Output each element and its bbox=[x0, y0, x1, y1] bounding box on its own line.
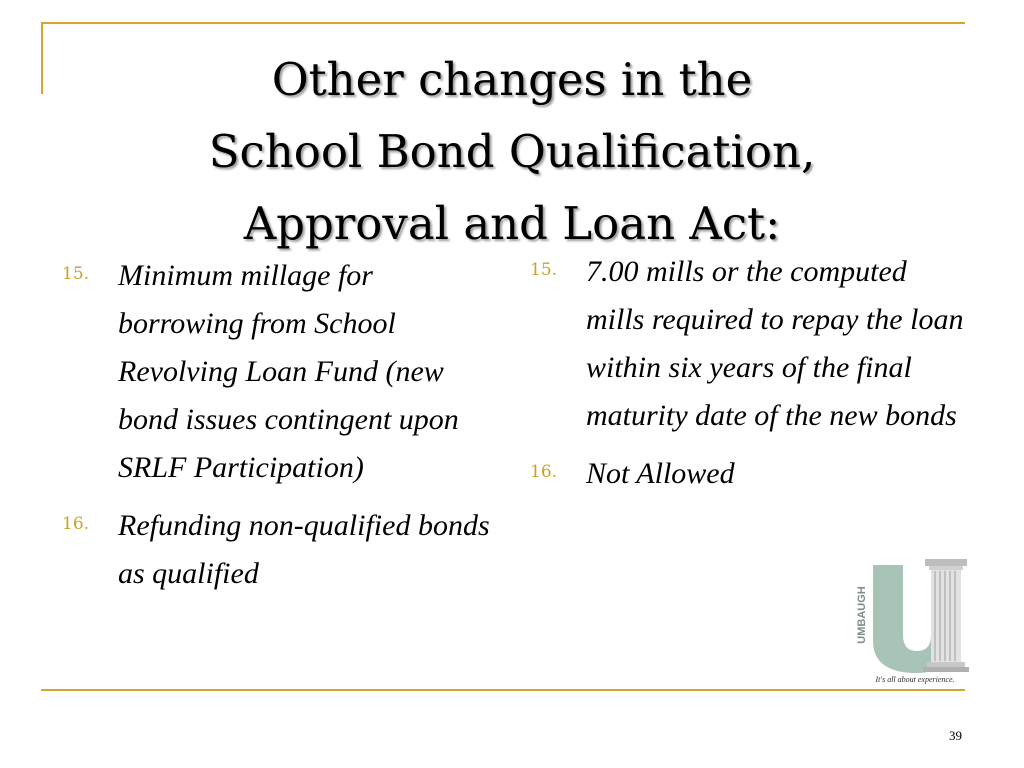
item-text: Refunding non-qualified bonds as qualified bbox=[118, 509, 490, 590]
logo-tagline: It's all about experience. bbox=[875, 675, 955, 684]
title-line-3: Approval and Loan Act: bbox=[243, 197, 781, 250]
frame-bottom-line bbox=[41, 689, 965, 691]
logo-graphic bbox=[855, 555, 975, 685]
page-number: 39 bbox=[949, 728, 962, 743]
list-item bbox=[530, 450, 970, 498]
list-item bbox=[530, 248, 970, 440]
frame-left-line bbox=[41, 22, 43, 94]
frame-top-line bbox=[41, 22, 965, 24]
left-column-list bbox=[62, 252, 502, 608]
title-line-2: School Bond Qualification, bbox=[208, 125, 816, 178]
item-text: Minimum millage for borrowing from School Revolving Loan Fund (new bond issues contingent upon SRLF Participation) bbox=[118, 259, 459, 484]
item-number: 15. bbox=[530, 260, 558, 280]
list-item bbox=[62, 252, 502, 492]
right-column-list bbox=[530, 248, 970, 508]
item-number: 16. bbox=[62, 514, 90, 534]
item-text: 7.00 mills or the computed mills required to repay the loan within six years of the final maturity date of the new bonds bbox=[586, 255, 964, 432]
item-number: 15. bbox=[62, 264, 90, 284]
item-number: 16. bbox=[530, 462, 558, 482]
title-line-1: Other changes in the bbox=[271, 53, 753, 106]
list-item bbox=[62, 502, 502, 598]
slide-title bbox=[60, 44, 964, 260]
logo-brand-text: UMBAUGH bbox=[856, 586, 868, 644]
umbaugh-logo bbox=[855, 555, 975, 685]
item-text: Not Allowed bbox=[586, 457, 735, 490]
